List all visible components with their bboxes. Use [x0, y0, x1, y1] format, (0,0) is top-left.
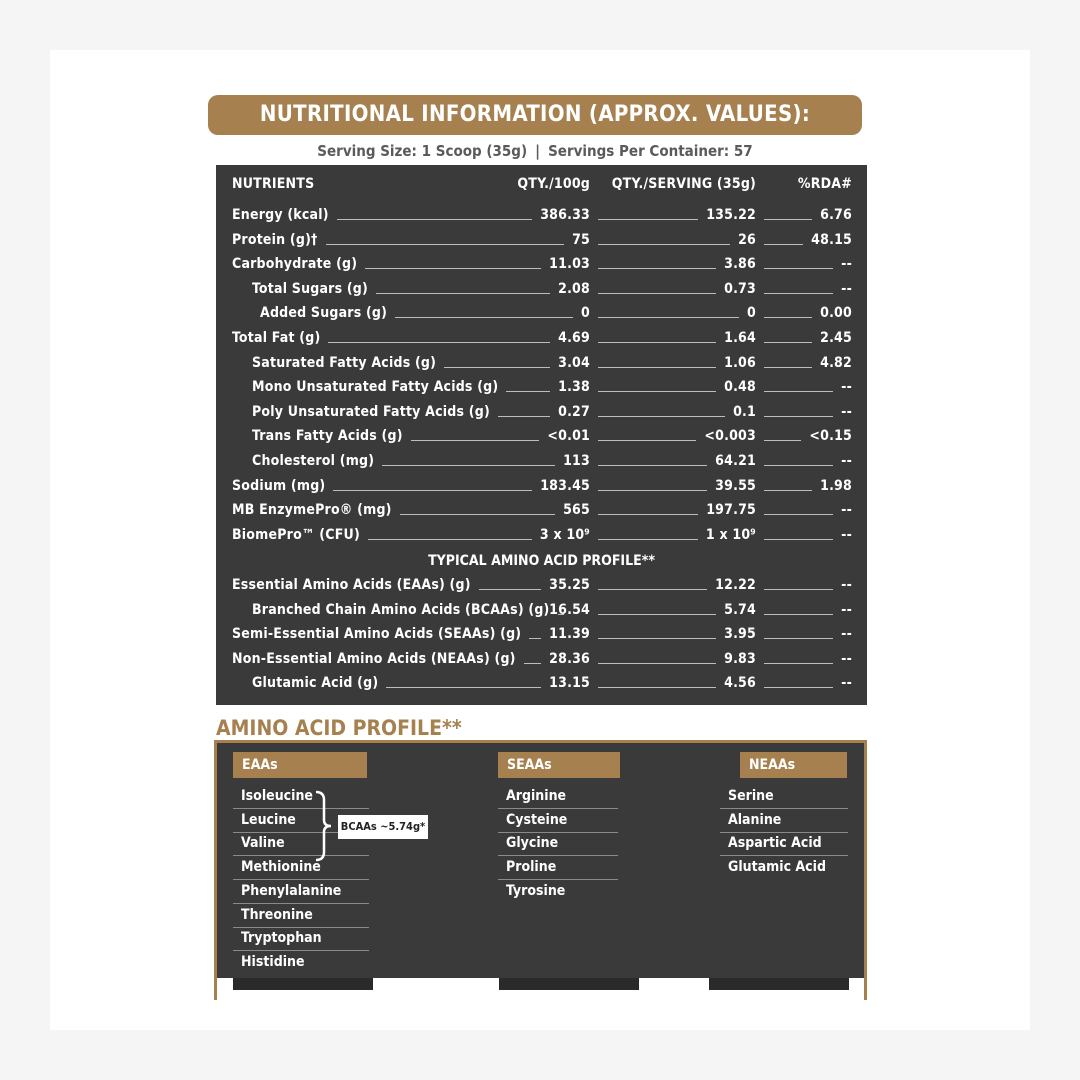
rda-percent: --: [841, 526, 852, 543]
eaas-tag: EAAs: [233, 752, 367, 778]
dotted-leader: [598, 342, 716, 343]
table-row: [216, 229, 867, 251]
rda-percent: --: [841, 577, 852, 593]
amino-acid-item: Alanine: [720, 809, 848, 833]
rda-percent: 2.45: [820, 330, 852, 346]
rda-percent: --: [841, 403, 852, 420]
rda-percent: 0.00: [820, 305, 852, 322]
serving-separator: |: [535, 142, 541, 160]
qty-per-100g: 1.38: [558, 379, 590, 396]
table-row: [216, 475, 867, 497]
qty-per-100g: 3.04: [558, 354, 590, 371]
qty-per-100g: 565: [563, 502, 590, 519]
dotted-leader: [764, 465, 833, 466]
qty-per-100g: 16.54: [549, 601, 590, 618]
nutrient-name: Essential Amino Acids (EAAs) (g): [232, 577, 471, 593]
amino-acid-item: Tyrosine: [506, 882, 566, 899]
dotted-leader: [411, 440, 539, 441]
qty-per-serving: 1.06: [724, 354, 756, 371]
rda-percent: --: [841, 650, 852, 667]
rda-percent: --: [841, 502, 852, 519]
serving-size: Serving Size: 1 Scoop (35g): [317, 142, 528, 160]
dotted-leader: [764, 293, 833, 294]
rda-percent: --: [841, 453, 852, 469]
dotted-leader: [598, 244, 730, 245]
dotted-leader: [337, 219, 532, 220]
amino-acid-item: Aspartic Acid: [720, 832, 848, 856]
seaas-tag: SEAAs: [498, 752, 620, 778]
qty-per-100g: 183.45: [540, 477, 590, 494]
dotted-leader: [764, 490, 812, 491]
dotted-leader: [326, 244, 564, 245]
nutrient-name: Energy (kcal): [232, 207, 329, 223]
table-row: [216, 574, 867, 596]
dotted-leader: [529, 638, 541, 639]
qty-per-100g: 386.33: [540, 207, 590, 223]
dotted-leader: [506, 391, 550, 392]
table-row: [216, 204, 867, 226]
bcaa-note: BCAAs ~5.74g*: [338, 815, 428, 839]
dotted-leader: [764, 589, 833, 590]
amino-acid-item: Arginine: [498, 785, 618, 809]
amino-acid-item: Threonine: [233, 904, 369, 928]
table-row: [216, 302, 867, 324]
nutrient-name: Trans Fatty Acids (g): [252, 428, 403, 445]
table-row: [216, 401, 867, 423]
rda-percent: --: [841, 626, 852, 643]
dotted-leader: [764, 367, 812, 368]
nutrition-title: NUTRITIONAL INFORMATION (APPROX. VALUES):: [208, 95, 862, 135]
qty-per-100g: 2.08: [558, 280, 590, 297]
dotted-leader: [598, 317, 739, 318]
nutrient-name: Glutamic Acid (g): [252, 675, 379, 692]
nutrient-name: Protein (g)†: [232, 231, 318, 248]
nutrient-name: Branched Chain Amino Acids (BCAAs) (g): [252, 601, 550, 618]
qty-per-100g: 11.39: [549, 626, 590, 643]
nutrient-name: Poly Unsaturated Fatty Acids (g): [252, 403, 490, 420]
dotted-leader: [764, 514, 833, 515]
header-nutrients: NUTRIENTS: [232, 176, 315, 192]
table-row: [216, 278, 867, 300]
amino-acid-item: Glutamic Acid: [728, 859, 826, 876]
dotted-leader: [382, 465, 555, 466]
qty-per-serving: 3.86: [724, 256, 756, 273]
dotted-leader: [524, 663, 541, 664]
dotted-leader: [764, 638, 833, 639]
qty-per-100g: 4.69: [558, 330, 590, 346]
qty-per-100g: <0.01: [547, 428, 590, 445]
dotted-leader: [598, 416, 725, 417]
dotted-leader: [444, 367, 550, 368]
qty-per-100g: 28.36: [549, 650, 590, 667]
table-row: [216, 648, 867, 670]
nutrition-table: [216, 165, 867, 705]
dotted-leader: [365, 268, 541, 269]
nutrient-name: Total Sugars (g): [252, 280, 368, 297]
rda-percent: <0.15: [809, 428, 852, 445]
rda-percent: --: [841, 280, 852, 297]
table-row: [216, 499, 867, 521]
nutrient-name: Total Fat (g): [232, 330, 321, 346]
qty-per-serving: 3.95: [724, 626, 756, 643]
dotted-leader: [598, 465, 707, 466]
qty-per-100g: 13.15: [549, 675, 590, 692]
nutrient-name: Sodium (mg): [232, 477, 326, 494]
dotted-leader: [333, 490, 532, 491]
nutrient-name: Cholesterol (mg): [252, 453, 375, 469]
qty-per-100g: 113: [563, 453, 590, 469]
amino-acid-item: Cysteine: [498, 809, 618, 833]
qty-per-serving: 1 x 10⁹: [705, 526, 756, 543]
dotted-leader: [764, 663, 833, 664]
qty-per-serving: 12.22: [715, 577, 756, 593]
qty-per-serving: 0.48: [724, 379, 756, 396]
dotted-leader: [598, 490, 707, 491]
amino-acid-item: Phenylalanine: [233, 880, 369, 904]
dotted-leader: [598, 589, 707, 590]
rda-percent: 4.82: [820, 354, 852, 371]
dotted-leader: [598, 638, 716, 639]
qty-per-100g: 11.03: [549, 256, 590, 273]
typical-amino-heading: TYPICAL AMINO ACID PROFILE**: [428, 553, 655, 569]
qty-per-serving: 9.83: [724, 650, 756, 667]
table-row: [216, 672, 867, 694]
dotted-leader: [479, 589, 541, 590]
nutrient-name: Non-Essential Amino Acids (NEAAs) (g): [232, 650, 516, 667]
qty-per-100g: 75: [572, 231, 590, 248]
header-qty-100g: QTY./100g: [517, 176, 590, 192]
dotted-leader: [598, 293, 716, 294]
dotted-leader: [376, 293, 550, 294]
qty-per-serving: 4.56: [724, 675, 756, 692]
table-row: [216, 599, 867, 621]
serving-info: [208, 139, 862, 163]
dotted-leader: [764, 219, 812, 220]
dotted-leader: [764, 244, 803, 245]
nutrient-name: Mono Unsaturated Fatty Acids (g): [252, 379, 499, 396]
dotted-leader: [598, 514, 698, 515]
table-row: [216, 425, 867, 447]
amino-acid-item: Isoleucine: [233, 785, 369, 809]
amino-acid-item: Proline: [498, 856, 618, 880]
dotted-leader: [395, 317, 573, 318]
table-header: [216, 173, 867, 195]
qty-per-serving: <0.003: [704, 428, 756, 445]
rda-percent: 1.98: [820, 477, 852, 494]
dotted-leader: [764, 687, 833, 688]
table-row: [216, 623, 867, 645]
rda-percent: 48.15: [811, 231, 852, 248]
dotted-leader: [764, 614, 833, 615]
qty-per-100g: 3 x 10⁹: [539, 526, 590, 543]
dotted-leader: [598, 268, 716, 269]
neaas-tag: NEAAs: [740, 752, 847, 778]
footer-tab-seaas: [499, 978, 639, 990]
table-row: [216, 450, 867, 472]
table-row: [216, 376, 867, 398]
nutrient-name: Semi-Essential Amino Acids (SEAAs) (g): [232, 626, 522, 643]
qty-per-serving: 0: [747, 305, 756, 322]
dotted-leader: [598, 219, 698, 220]
cut-off-footer: [214, 978, 867, 1000]
qty-per-serving: 0.1: [733, 403, 756, 420]
qty-per-100g: 0.27: [558, 403, 590, 420]
dotted-leader: [598, 663, 716, 664]
qty-per-serving: 64.21: [715, 453, 756, 469]
rda-percent: --: [841, 256, 852, 273]
table-row: [216, 352, 867, 374]
rda-percent: --: [841, 601, 852, 618]
qty-per-serving: 197.75: [706, 502, 756, 519]
bcaa-brace-icon: [314, 790, 334, 862]
amino-profile-title: AMINO ACID PROFILE**: [216, 716, 462, 740]
dotted-leader: [598, 391, 716, 392]
dotted-leader: [598, 440, 696, 441]
servings-per-container: Servings Per Container: 57: [548, 142, 753, 160]
qty-per-serving: 1.64: [724, 330, 756, 346]
qty-per-100g: 0: [581, 305, 590, 322]
qty-per-serving: 135.22: [706, 207, 756, 223]
header-qty-serving: QTY./SERVING (35g): [611, 176, 756, 192]
rda-percent: --: [841, 379, 852, 396]
dotted-leader: [598, 539, 698, 540]
table-row: [216, 524, 867, 546]
amino-acid-item: Valine: [233, 832, 369, 856]
amino-acid-item: Serine: [720, 785, 848, 809]
qty-per-100g: 35.25: [549, 577, 590, 593]
dotted-leader: [386, 687, 541, 688]
dotted-leader: [764, 268, 833, 269]
table-row: [216, 253, 867, 275]
dotted-leader: [764, 317, 812, 318]
dotted-leader: [764, 342, 812, 343]
header-rda: %RDA#: [797, 176, 852, 192]
dotted-leader: [498, 416, 550, 417]
nutrient-name: Saturated Fatty Acids (g): [252, 354, 437, 371]
dotted-leader: [764, 391, 833, 392]
nutrient-name: Added Sugars (g): [260, 305, 388, 322]
dotted-leader: [400, 514, 555, 515]
footer-tab-neaas: [709, 978, 849, 990]
amino-acid-item: Glycine: [498, 832, 618, 856]
amino-acid-item: Histidine: [241, 953, 305, 970]
dotted-leader: [368, 539, 532, 540]
qty-per-serving: 0.73: [724, 280, 756, 297]
rda-percent: 6.76: [820, 207, 852, 223]
nutrient-name: MB EnzymePro® (mg): [232, 502, 392, 519]
dotted-leader: [598, 614, 716, 615]
rda-percent: --: [841, 675, 852, 692]
amino-acid-item: Methionine: [233, 856, 369, 880]
table-row: [216, 327, 867, 349]
dotted-leader: [764, 440, 801, 441]
dotted-leader: [598, 687, 716, 688]
nutrient-name: BiomePro™ (CFU): [232, 526, 360, 543]
qty-per-serving: 26: [738, 231, 756, 248]
nutrient-name: Carbohydrate (g): [232, 256, 358, 273]
dotted-leader: [328, 342, 550, 343]
amino-acid-item: Leucine: [233, 809, 369, 833]
dotted-leader: [598, 367, 716, 368]
dotted-leader: [764, 539, 833, 540]
qty-per-serving: 39.55: [715, 477, 756, 494]
footer-tab-eaas: [233, 978, 373, 990]
amino-acid-item: Tryptophan: [233, 927, 369, 951]
dotted-leader: [764, 416, 833, 417]
qty-per-serving: 5.74: [724, 601, 756, 618]
